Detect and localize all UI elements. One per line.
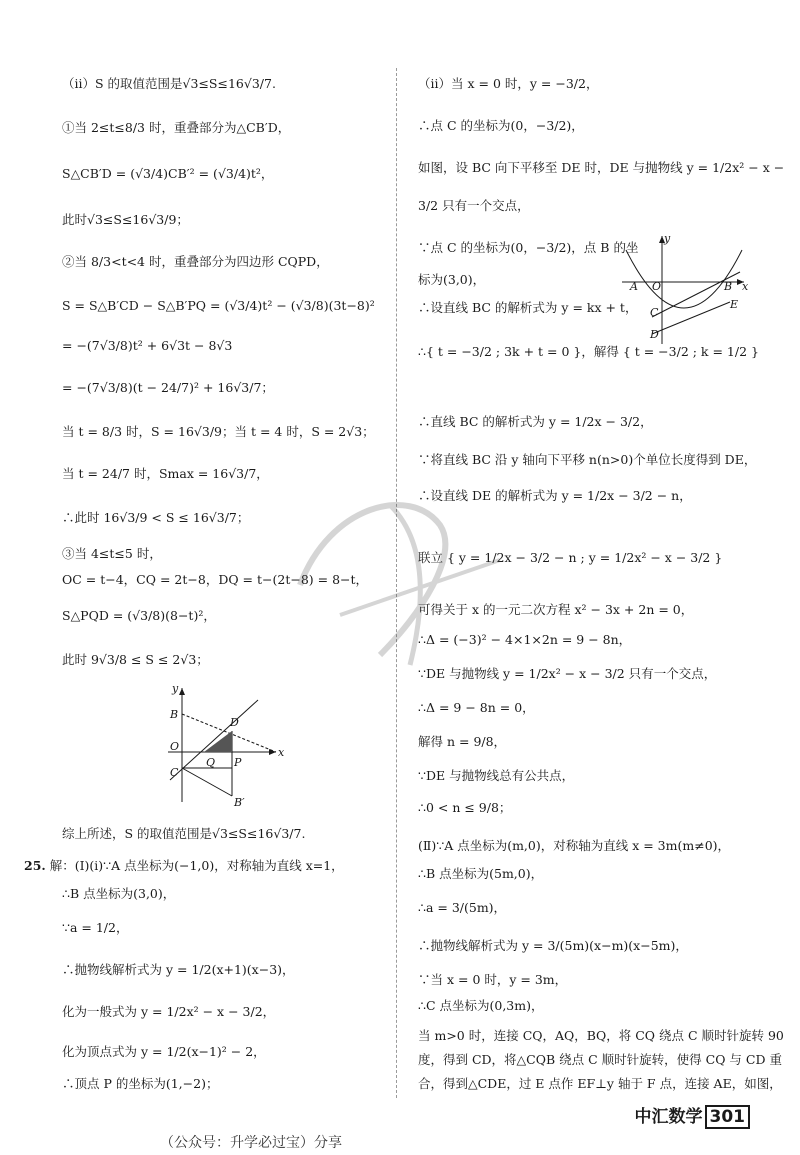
text-line: (Ⅱ)∵A 点坐标为(m,0)，对称轴为直线 x = 3m(m≠0)， bbox=[418, 838, 731, 853]
shaded-region bbox=[204, 731, 232, 752]
text-line: S△PQD = (√3/8)(8−t)²， bbox=[62, 608, 216, 623]
footer-brand bbox=[635, 1102, 751, 1127]
text-line: = −(7√3/8)(t − 24/7)² + 16√3/7； bbox=[62, 380, 274, 395]
column-divider bbox=[396, 68, 397, 1098]
label-B: B bbox=[170, 708, 179, 721]
label-D: D bbox=[650, 328, 659, 341]
text-line: ∴抛物线解析式为 y = 1/2(x+1)(x−3)， bbox=[62, 962, 295, 977]
text-line: 解：(Ⅰ)(ⅰ)∵A 点坐标为(−1,0)，对称轴为直线 x=1， bbox=[49, 858, 344, 873]
text-line: ∴点 C 的坐标为(0，−3/2)， bbox=[418, 118, 584, 133]
text-line: 当 t = 8/3 时，S = 16√3/9；当 t = 4 时，S = 2√3； bbox=[62, 424, 375, 439]
text-line: ∵将直线 BC 沿 y 轴向下平移 n(n>0)个单位长度得到 DE， bbox=[418, 452, 757, 467]
page-number: 301 bbox=[705, 1105, 751, 1129]
text-line: S△CB′D = (√3/4)CB′² = (√3/4)t²， bbox=[62, 166, 274, 181]
text-line: ∴Δ = (−3)² − 4×1×2n = 9 − 8n， bbox=[418, 632, 632, 647]
label-O: O bbox=[652, 280, 662, 293]
text-line: ∴设直线 DE 的解析式为 y = 1/2x − 3/2 − n， bbox=[418, 488, 692, 503]
figure-triangle-overlap bbox=[168, 684, 298, 814]
text-line: ∴B 点坐标为(5m,0)， bbox=[418, 866, 544, 881]
text-line: ∵DE 与抛物线 y = 1/2x² − x − 3/2 只有一个交点， bbox=[418, 666, 717, 681]
text-line: 可得关于 x 的一元二次方程 x² − 3x + 2n = 0， bbox=[418, 602, 694, 617]
text-line: 标为(3,0)， bbox=[418, 272, 486, 287]
text-line: 此时√3≤S≤16√3/9； bbox=[62, 212, 189, 227]
label-y: y bbox=[172, 684, 179, 695]
watermark-stroke bbox=[390, 505, 420, 665]
text-line: OC = t−4，CQ = 2t−8，DQ = t−(2t−8) = 8−t， bbox=[62, 572, 369, 587]
text-line: ∴0 < n ≤ 9/8； bbox=[418, 800, 512, 815]
text-line: ∴a = 3/(5m)， bbox=[418, 900, 507, 915]
text-line: ∴Δ = 9 − 8n = 0， bbox=[418, 700, 535, 715]
text-line: ③当 4≤t≤5 时， bbox=[62, 546, 162, 561]
text-line: ②当 8/3<t<4 时，重叠部分为四边形 CQPD， bbox=[62, 254, 329, 269]
brand-name: 中汇数学 bbox=[634, 1107, 703, 1127]
footer-share-note: （公众号：升学必过宝）分享 bbox=[160, 1135, 342, 1151]
line-BC bbox=[652, 272, 740, 317]
label-Bprime: B′ bbox=[234, 796, 245, 809]
text-line: ∵当 x = 0 时，y = 3m， bbox=[418, 972, 568, 987]
y-axis-arrow bbox=[179, 688, 185, 695]
segment-C-Bprime-low bbox=[182, 768, 232, 796]
text-line: ∴直线 BC 的解析式为 y = 1/2x − 3/2， bbox=[418, 414, 653, 429]
text-line: 联立 { y = 1/2x − 3/2 − n ; y = 1/2x² − x − 3/2 } bbox=[418, 550, 723, 565]
text-line: ∴抛物线解析式为 y = 3/(5m)(x−m)(x−5m)， bbox=[418, 938, 688, 953]
question-number: 25. bbox=[24, 858, 46, 873]
text-line: 合，得到△CDE，过 E 点作 EF⊥y 轴于 F 点，连接 AE，如图， bbox=[418, 1076, 782, 1091]
text-line: 解得 n = 9/8， bbox=[418, 734, 507, 749]
label-D: D bbox=[230, 716, 239, 729]
text-line: ∴C 点坐标为(0,3m)， bbox=[418, 998, 544, 1013]
text-line: 当 m>0 时，连接 CQ，AQ，BQ，将 CQ 绕点 C 顺时针旋转 90 bbox=[418, 1028, 784, 1043]
text-line: 综上所述，S 的取值范围是√3≤S≤16√3/7. bbox=[62, 826, 306, 841]
text-line: 度，得到 CD，将△CQB 绕点 C 顺时针旋转，使得 CQ 与 CD 重 bbox=[418, 1052, 782, 1067]
text-line: ∵DE 与抛物线总有公共点， bbox=[418, 768, 575, 783]
label-O: O bbox=[170, 740, 180, 753]
text-line: ∴顶点 P 的坐标为(1,−2)； bbox=[62, 1076, 219, 1091]
label-C: C bbox=[170, 766, 179, 779]
label-x: x bbox=[278, 746, 285, 759]
label-C: C bbox=[650, 306, 659, 319]
label-B: B bbox=[724, 280, 733, 293]
question-25-line bbox=[24, 858, 344, 874]
text-line: ①当 2≤t≤8/3 时，重叠部分为△CB′D， bbox=[62, 120, 291, 135]
text-line: ∴{ t = −3/2 ; 3k + t = 0 }，解得 { t = −3/2 ; k = 1/2 } bbox=[418, 344, 759, 359]
label-x: x bbox=[742, 280, 749, 293]
label-P: P bbox=[234, 756, 242, 769]
parabola-curve bbox=[626, 250, 742, 308]
text-line: （ⅱ）S 的取值范围是√3≤S≤16√3/7. bbox=[62, 76, 276, 91]
text-line: 当 t = 24/7 时，Smax = 16√3/7， bbox=[62, 466, 269, 481]
text-line: 此时 9√3/8 ≤ S ≤ 2√3； bbox=[62, 652, 209, 667]
text-line: ∴B 点坐标为(3,0)， bbox=[62, 886, 176, 901]
text-line: ∴此时 16√3/9 < S ≤ 16√3/7； bbox=[62, 510, 250, 525]
text-line: ∵a = 1/2， bbox=[62, 920, 129, 935]
label-E: E bbox=[730, 298, 739, 311]
text-line: S = S△B′CD − S△B′PQ = (√3/4)t² − (√3/8)(3t−8)² bbox=[62, 298, 375, 313]
text-line: ∴设直线 BC 的解析式为 y = kx + t， bbox=[418, 300, 638, 315]
label-Q: Q bbox=[206, 756, 216, 769]
text-line: 化为顶点式为 y = 1/2(x−1)² − 2， bbox=[62, 1044, 266, 1059]
text-line: ∵点 C 的坐标为(0，−3/2)，点 B 的坐 bbox=[418, 240, 639, 255]
text-line: 如图，设 BC 向下平移至 DE 时，DE 与抛物线 y = 1/2x² − x − bbox=[418, 160, 785, 175]
text-line: 3/2 只有一个交点， bbox=[418, 198, 530, 213]
text-line: （ⅱ）当 x = 0 时，y = −3/2， bbox=[418, 76, 599, 91]
label-A: A bbox=[630, 280, 638, 293]
text-line: = −(7√3/8)t² + 6√3t − 8√3 bbox=[62, 338, 233, 353]
label-y: y bbox=[664, 232, 671, 245]
figure-parabola bbox=[622, 232, 752, 347]
text-line: 化为一般式为 y = 1/2x² − x − 3/2， bbox=[62, 1004, 276, 1019]
